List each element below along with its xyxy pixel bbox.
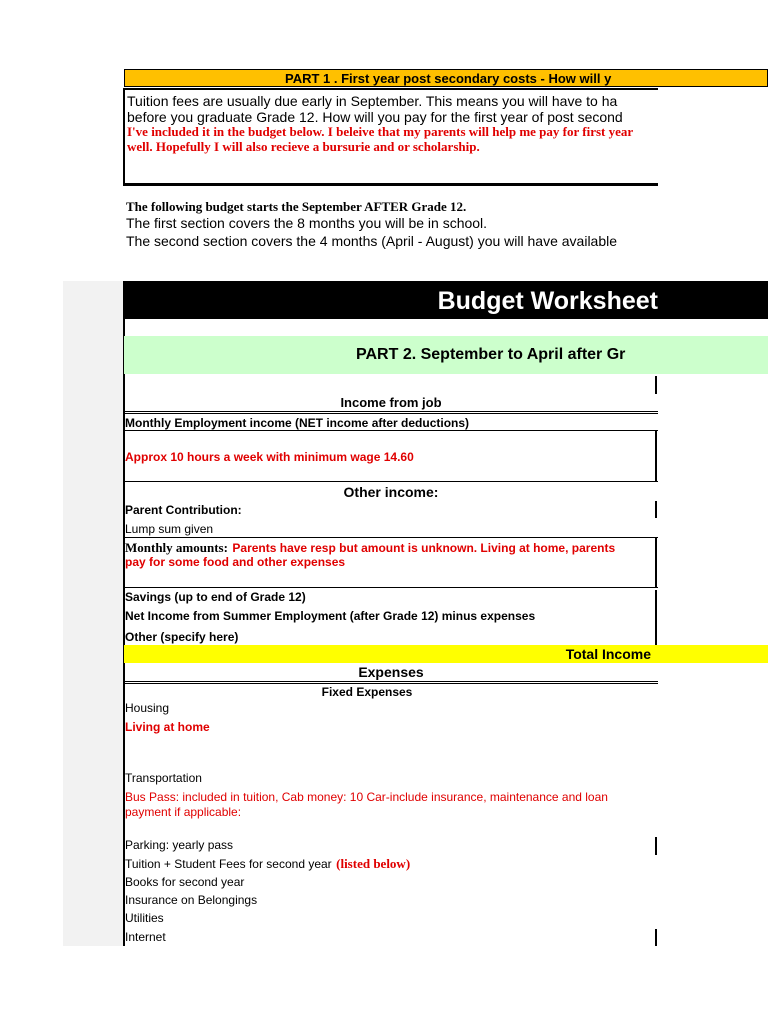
books-label: Books for second year (125, 875, 245, 889)
part1-red-line-1: I've included it in the budget below. I beleive that my parents will help me pay for first year (127, 124, 634, 139)
housing-label: Housing (125, 701, 170, 715)
other-specify-label: Other (specify here) (125, 630, 239, 644)
parking-label: Parking: yearly pass (125, 838, 234, 852)
cell-border (655, 538, 657, 588)
divider (124, 537, 658, 538)
bus-pass-note-2: payment if applicable: (125, 805, 242, 819)
divider (124, 430, 658, 431)
monthly-amounts-note-2: pay for some food and other expenses (125, 555, 346, 569)
expenses-heading: Expenses (358, 664, 424, 680)
budget-intro-bold: The following budget starts the September AFTER Grade 12. (126, 199, 467, 214)
divider (124, 681, 658, 682)
other-income-heading: Other income: (343, 484, 439, 500)
tuition-note: (listed below) (336, 856, 411, 871)
income-from-job-heading: Income from job (340, 395, 442, 410)
budget-intro-line-1: The first section covers the 8 months you will be in school. (126, 215, 488, 231)
part1-textbox (123, 88, 658, 186)
part1-line-1: Tuition fees are usually due early in September. This means you will have to ha (127, 93, 618, 109)
fixed-expenses-heading: Fixed Expenses (321, 685, 413, 699)
cell-border (655, 590, 657, 645)
net-income-summer-label: Net Income from Summer Employment (after Grade 12) minus expenses (125, 609, 536, 623)
part1-red-line-2: well. Hopefully I will also recieve a bursurie and or scholarship. (127, 139, 480, 154)
transportation-label: Transportation (125, 771, 202, 785)
part1-header-text: PART 1 . First year post secondary costs - How will y (285, 71, 612, 86)
utilities-label: Utilities (125, 911, 164, 925)
part1-header (124, 69, 768, 87)
bus-pass-note: Bus Pass: included in tuition, Cab money: 10 Car-include insurance, maintenance and loan (125, 790, 608, 804)
parent-contribution-label: Parent Contribution: (125, 503, 242, 517)
divider (124, 481, 658, 482)
part1-line-2: before you graduate Grade 12. How will you pay for the first year of post second (127, 109, 623, 125)
tuition-row (125, 855, 410, 873)
budget-intro-line-2: The second section covers the 4 months (April - August) you will have available (126, 233, 618, 249)
divider (124, 587, 658, 588)
part2-title: PART 2. September to April after Gr (356, 346, 626, 363)
divider (124, 683, 658, 684)
divider (124, 411, 658, 412)
cell-border (655, 837, 657, 855)
worksheet-title: Budget Worksheet (437, 287, 658, 315)
cell-border (655, 929, 657, 946)
monthly-amounts-label: Monthly amounts: (125, 540, 228, 555)
row-header-panel (63, 281, 124, 946)
living-at-home-note: Living at home (125, 720, 210, 734)
divider (124, 413, 658, 414)
cell-border (655, 376, 657, 394)
monthly-amounts-note: Parents have resp but amount is unknown. Living at home, parents (232, 541, 616, 555)
lump-sum-label: Lump sum given (125, 522, 214, 536)
monthly-employment-label: Monthly Employment income (NET income after deductions) (125, 416, 470, 430)
cell-border (655, 430, 657, 482)
cell-border (655, 501, 657, 518)
approx-hours-note: Approx 10 hours a week with minimum wage 14.60 (125, 450, 414, 464)
savings-label: Savings (up to end of Grade 12) (125, 590, 306, 604)
insurance-label: Insurance on Belongings (125, 893, 258, 907)
internet-label: Internet (125, 930, 166, 944)
tuition-label: Tuition + Student Fees for second year (125, 857, 332, 871)
total-income-label: Total Income (565, 646, 651, 662)
